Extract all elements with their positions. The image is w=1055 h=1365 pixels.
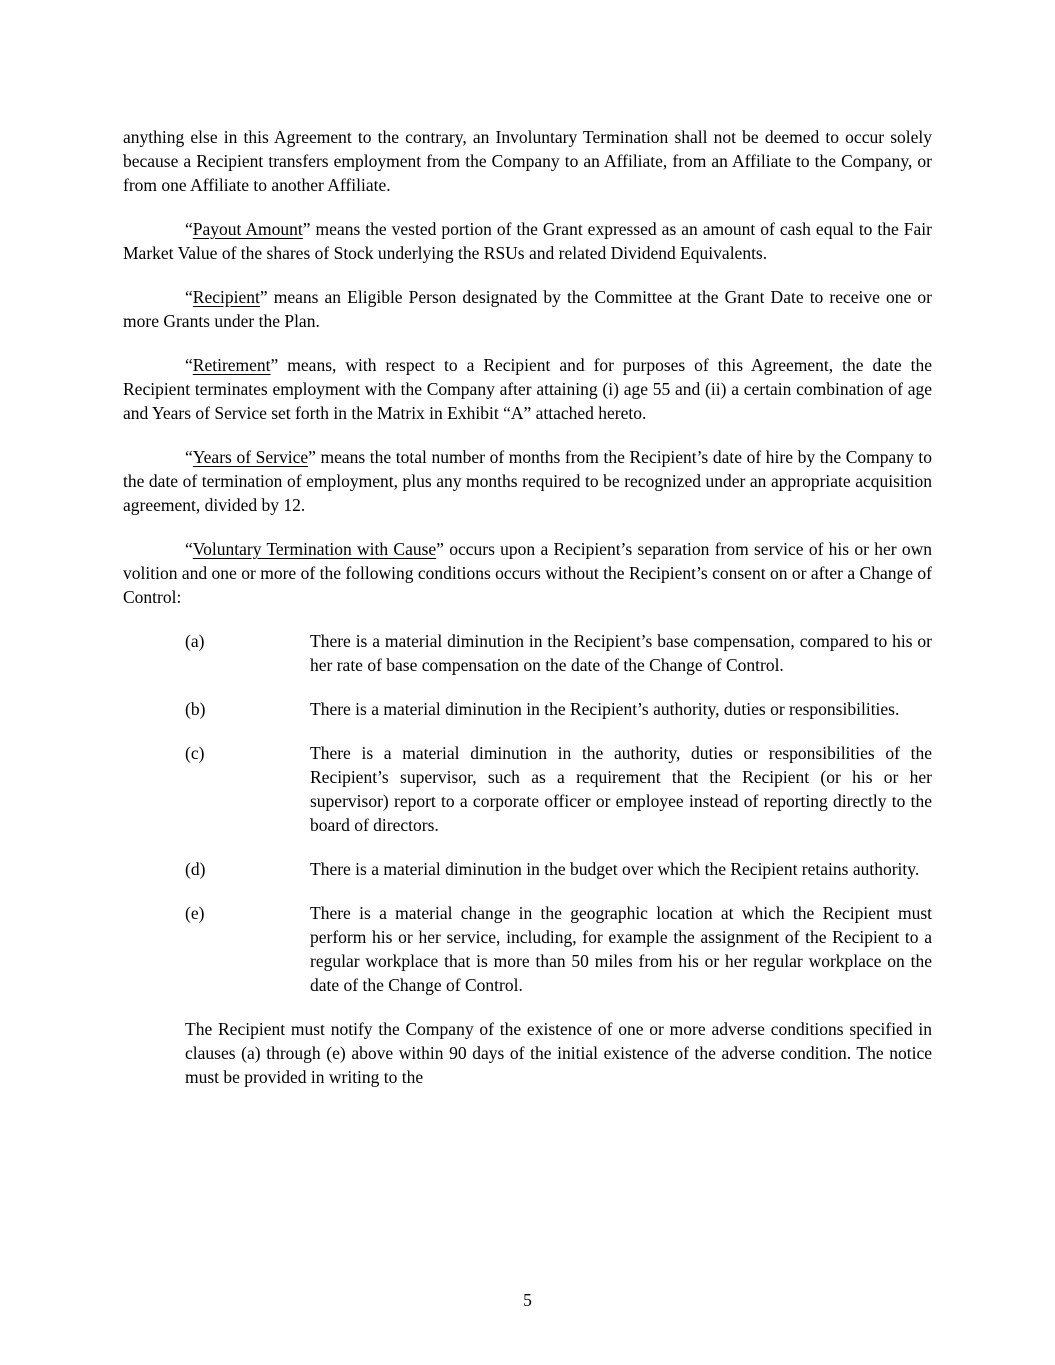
list-item-label: (c) [185,743,205,763]
definition-retirement [123,353,932,425]
list-item-e [123,901,932,997]
definition-recipient [123,285,932,333]
list-item-a [123,629,932,677]
list-item-label: (a) [185,631,205,651]
defined-term-retirement: Retirement [192,355,271,375]
list-item-text: There is a material diminution in the Recipient’s base compensation, compared to his or her rate of base compensation on the date of the Change of Control. [310,631,932,675]
paragraph-notice-requirement: The Recipient must notify the Company of the existence of one or more adverse conditions specified in clauses (a) through (e) above within 90 days of the initial existence of the adverse condition. The notice must be provided in writing to the [185,1019,932,1087]
list-item-label: (e) [185,903,205,923]
open-quote: “ [185,447,193,467]
definition-years-of-service [123,445,932,517]
paragraph-involuntary-termination-continuation: anything else in this Agreement to the contrary, an Involuntary Termination shall not be deemed to occur solely because a Recipient transfers employment from the Company to an Affiliate, from an Affiliate to the Company, or from one Affiliate to another Affiliate. [123,127,932,195]
list-item-c [123,741,932,837]
list-item-b [123,697,932,721]
definition-payout-amount [123,217,932,265]
list-item-d [123,857,932,881]
defined-term-years-of-service: Years of Service [192,447,309,467]
list-item-text: There is a material change in the geographic location at which the Recipient must perform his or her service, including, for example the assignment of the Recipient to a regular workplace that is more than 50 miles from his or her regular workplace on the date of the Change of Control. [310,903,932,995]
list-item-label: (d) [185,859,206,879]
page-number: 5 [523,1290,532,1310]
definition-text: ” means, with respect to a Recipient and for purposes of this Agreement, the date the Recipient terminates employment with the Company after attaining (i) age 55 and (ii) a certain combination of age and Years of Service set forth in the Matrix in Exhibit “A” attached hereto. [123,355,932,423]
list-item-text: There is a material diminution in the budget over which the Recipient retains authority. [310,859,920,879]
open-quote: “ [185,539,193,559]
list-item-text: There is a material diminution in the authority, duties or responsibilities of the Recipient’s supervisor, such as a requirement that the Recipient (or his or her supervisor) report to a corporate officer or employee instead of reporting directly to the board of directors. [310,743,932,835]
definition-text: ” means the total number of months from the Recipient’s date of hire by the Company to the date of termination of employment, plus any months required to be recognized under an appropriate acquisition agreement, divided by 12. [123,447,932,515]
definition-text: ” occurs upon a Recipient’s separation from service of his or her own volition and one or more of the following conditions occurs without the Recipient’s consent on or after a Change of Control: [123,539,933,607]
defined-term-payout-amount: Payout Amount [192,219,303,239]
open-quote: “ [185,219,193,239]
definition-voluntary-termination-with-cause [123,537,932,609]
definition-text: ” means the vested portion of the Grant expressed as an amount of cash equal to the Fair Market Value of the shares of Stock underlying the RSUs and related Dividend Equivalents. [123,219,932,263]
open-quote: “ [185,287,193,307]
page-content [123,125,932,1109]
list-item-text: There is a material diminution in the Recipient’s authority, duties or responsibilities. [310,699,900,719]
open-quote: “ [185,355,193,375]
list-item-label: (b) [185,699,206,719]
definition-text: ” means an Eligible Person designated by the Committee at the Grant Date to receive one or more Grants under the Plan. [123,287,932,331]
defined-term-voluntary-termination-with-cause: Voluntary Termination with Cause [192,539,437,559]
defined-term-recipient: Recipient [192,287,260,307]
